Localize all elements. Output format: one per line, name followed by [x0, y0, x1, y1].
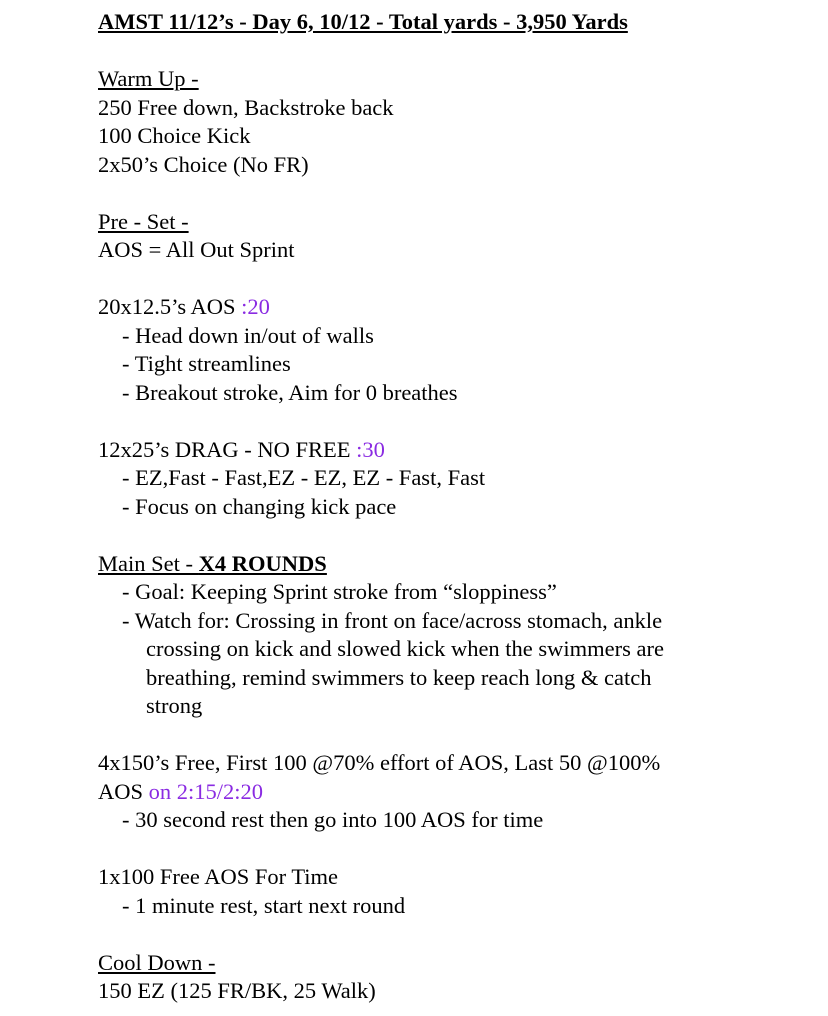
- pre-set-heading: Pre - Set -: [98, 208, 189, 234]
- main-set-1-interval: on 2:15/2:20: [148, 778, 264, 804]
- spacer: [98, 721, 798, 750]
- pre-set-1-note: - Head down in/out of walls: [122, 322, 374, 348]
- pre-set-1-text: 20x12.5’s AOS: [98, 294, 236, 319]
- pre-set-2: [98, 436, 798, 465]
- main-set-2-note: - 1 minute rest, start next round: [122, 892, 406, 918]
- pre-set-2-text: 12x25’s DRAG - NO FREE: [98, 436, 351, 462]
- pre-set-2-interval: :30: [356, 436, 385, 462]
- pre-set-2-note: - Focus on changing kick pace: [122, 493, 397, 519]
- aos-definition: AOS = All Out Sprint: [98, 237, 295, 262]
- main-set-watch-for-cont: breathing, remind swimmers to keep reach long & catch: [146, 664, 652, 690]
- spacer: [98, 179, 798, 208]
- main-set-heading: [98, 550, 798, 579]
- main-set-heading-text: Main Set -: [98, 550, 193, 576]
- warm-up-line: 2x50’s Choice (No FR): [98, 151, 309, 177]
- warm-up-heading: Warm Up -: [98, 66, 199, 91]
- spacer: [98, 835, 798, 864]
- cool-down-heading: Cool Down -: [98, 949, 216, 975]
- pre-set-1-note: - Tight streamlines: [122, 351, 291, 376]
- spacer: [98, 265, 798, 294]
- warm-up-line: 250 Free down, Backstroke back: [98, 94, 394, 120]
- spacer: [98, 521, 798, 550]
- main-set-watch-for: - Watch for: Crossing in front on face/across stomach, ankle: [122, 607, 663, 633]
- main-set-rounds: X4 ROUNDS: [198, 550, 327, 576]
- main-set-1-line2: [98, 778, 798, 807]
- main-set-1-prefix: AOS: [98, 778, 144, 804]
- spacer: [98, 37, 798, 66]
- pre-set-1-note: - Breakout stroke, Aim for 0 breathes: [122, 379, 458, 405]
- pre-set-1-interval: :20: [241, 294, 270, 319]
- main-set-2: 1x100 Free AOS For Time: [98, 864, 339, 889]
- main-set-goal: - Goal: Keeping Sprint stroke from “sloppiness”: [122, 579, 557, 604]
- spacer: [98, 920, 798, 949]
- main-set-watch-for-cont: crossing on kick and slowed kick when the swimmers are: [146, 636, 665, 661]
- warm-up-line: 100 Choice Kick: [98, 123, 251, 148]
- main-set-1-note: - 30 second rest then go into 100 AOS for time: [122, 807, 544, 832]
- pre-set-2-note: - EZ,Fast - Fast,EZ - EZ, EZ - Fast, Fast: [122, 465, 486, 490]
- pre-set-1: [98, 293, 798, 322]
- practice-document: [98, 8, 798, 1006]
- main-set-1-line1: 4x150’s Free, First 100 @70% effort of AOS, Last 50 @100%: [98, 750, 661, 775]
- main-set-watch-for-cont: strong: [146, 693, 203, 718]
- document-title: AMST 11/12’s - Day 6, 10/12 - Total yards - 3,950 Yards: [98, 9, 628, 34]
- spacer: [98, 407, 798, 436]
- cool-down-line: 150 EZ (125 FR/BK, 25 Walk): [98, 978, 376, 1003]
